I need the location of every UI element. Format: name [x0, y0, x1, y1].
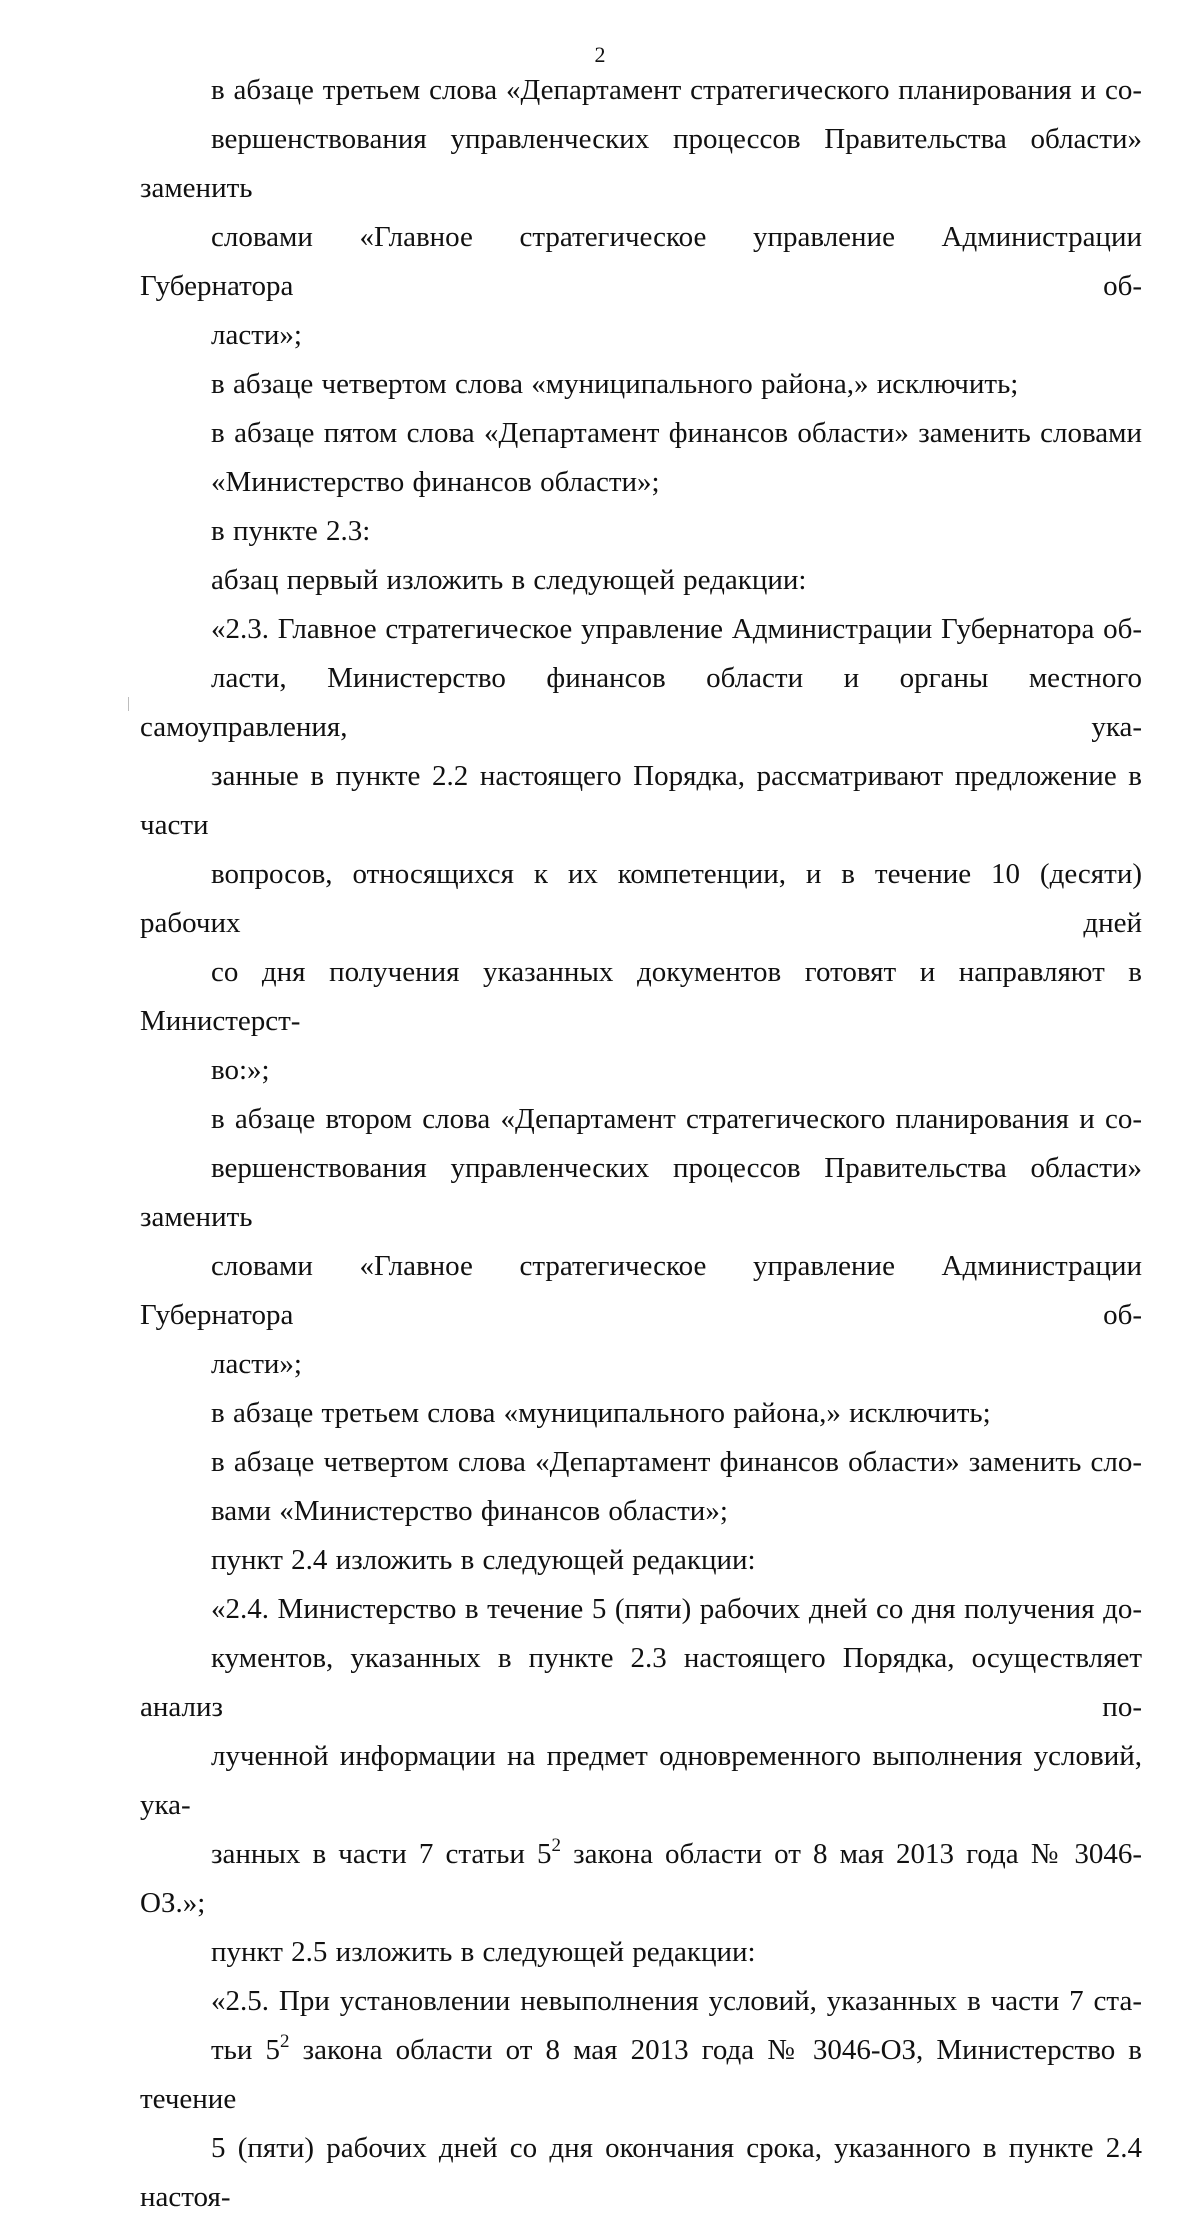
paragraph: [140, 360, 1142, 409]
text-line: «2.4. Министерство в течение 5 (пяти) рабочих дней со дня получения до-: [211, 1593, 1142, 1625]
text-line: в абзаце третьем слова «Департамент стратегического планирования и со-: [211, 74, 1142, 106]
text-line: ласти»;: [211, 1348, 302, 1380]
text-line: во:»;: [211, 1054, 270, 1086]
text-line: пункт 2.5 изложить в следующей редакции:: [211, 1936, 756, 1968]
text-line: абзац первый изложить в следующей редакции:: [211, 564, 807, 596]
text-line: «Министерство финансов области»;: [211, 466, 660, 498]
text-line: словами «Главное стратегическое управление Администрации Губернатора об-: [140, 1250, 1142, 1331]
text-line: лученной информации на предмет одновременного выполнения условий, ука-: [140, 1740, 1142, 1821]
text-segment: закона области от 8 мая 2013 года № 3046-ОЗ.»;: [140, 1838, 1142, 1919]
superscript: 2: [551, 1835, 562, 1856]
text-line: в абзаце пятом слова «Департамент финансов области» заменить словами: [211, 417, 1142, 449]
text-line: в абзаце втором слова «Департамент стратегического планирования и со-: [211, 1103, 1142, 1135]
text-line: ласти»;: [211, 319, 302, 351]
text-line: пункт 2.4 изложить в следующей редакции:: [211, 1544, 756, 1576]
paragraph: [140, 1977, 1142, 2222]
text-line: вами «Министерство финансов области»;: [211, 1495, 728, 1527]
paragraph: [140, 1928, 1142, 1977]
text-line: [140, 2026, 1142, 2124]
text-line: кументов, указанных в пункте 2.3 настоящего Порядка, осуществляет анализ по-: [140, 1642, 1142, 1723]
scan-artifact: [128, 697, 129, 711]
text-segment: тьи 5: [211, 2034, 281, 2066]
page-number: 2: [594, 42, 606, 67]
text-line: вершенствования управленческих процессов Правительства области» заменить: [140, 1152, 1142, 1233]
paragraph: [140, 1585, 1142, 1928]
paragraph: [140, 1438, 1142, 1536]
paragraph: [140, 556, 1142, 605]
text-segment: закона области от 8 мая 2013 года № 3046-ОЗ, Министерство в течение: [140, 2034, 1142, 2115]
text-line: в абзаце третьем слова «муниципального района,» исключить;: [211, 1397, 991, 1429]
text-line: ласти, Министерство финансов области и органы местного самоуправления, ука-: [140, 662, 1142, 743]
text-line: «2.3. Главное стратегическое управление Администрации Губернатора об-: [211, 613, 1142, 645]
text-line: вопросов, относящихся к их компетенции, и в течение 10 (десяти) рабочих дней: [140, 858, 1142, 939]
text-line: словами «Главное стратегическое управление Администрации Губернатора об-: [140, 221, 1142, 302]
paragraph: [140, 1095, 1142, 1389]
paragraph: [140, 66, 1142, 360]
paragraph: [140, 605, 1142, 1095]
paragraph: [140, 1536, 1142, 1585]
paragraph: [140, 409, 1142, 507]
text-line: «2.5. При установлении невыполнения условий, указанных в части 7 ста-: [211, 1985, 1142, 2017]
text-line: в абзаце четвертом слова «муниципального района,» исключить;: [211, 368, 1019, 400]
paragraph: [140, 1389, 1142, 1438]
text-line: вершенствования управленческих процессов Правительства области» заменить: [140, 123, 1142, 204]
text-line: 5 (пяти) рабочих дней со дня окончания срока, указанного в пункте 2.4 настоя-: [140, 2132, 1142, 2213]
text-line: занные в пункте 2.2 настоящего Порядка, рассматривают предложение в части: [140, 760, 1142, 841]
text-line: в пункте 2.3:: [211, 515, 371, 547]
text-line: [140, 1830, 1142, 1928]
paragraph: [140, 507, 1142, 556]
superscript: 2: [280, 2031, 290, 2052]
text-line: в абзаце четвертом слова «Департамент финансов области» заменить сло-: [211, 1446, 1142, 1478]
document-body: [140, 66, 1142, 2222]
text-line: со дня получения указанных документов готовят и направляют в Министерст-: [140, 956, 1142, 1037]
text-segment: занных в части 7 статьи 5: [211, 1838, 552, 1870]
